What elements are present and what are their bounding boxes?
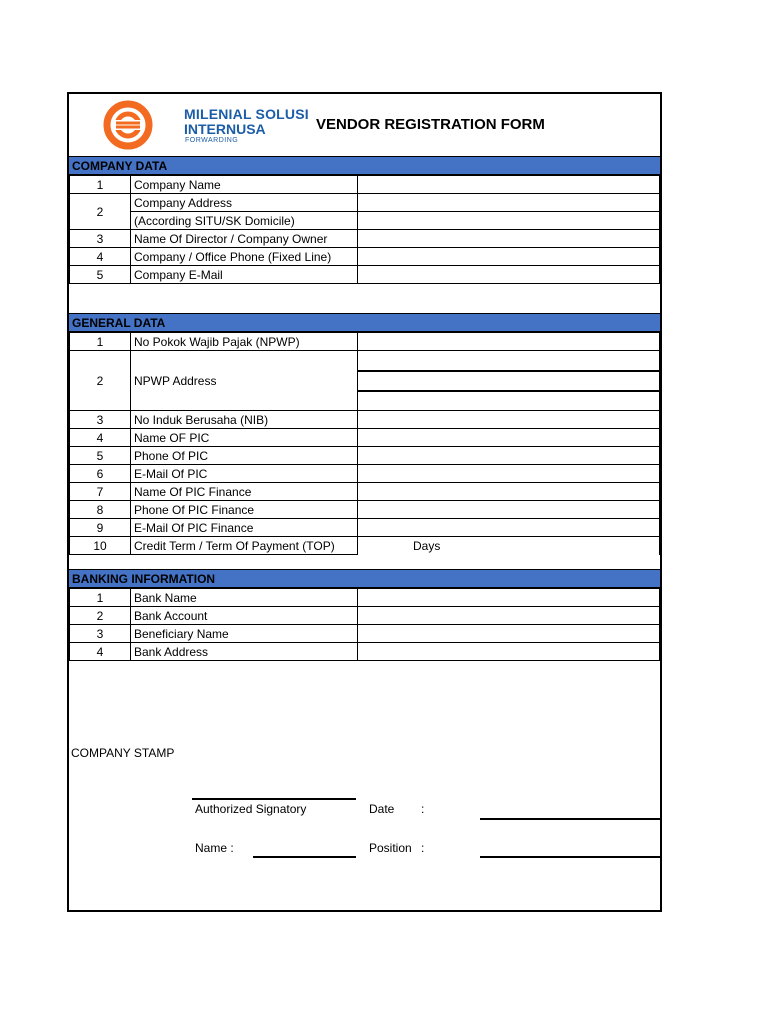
row-label: E-Mail Of PIC [131,465,358,483]
row-number: 10 [70,537,131,555]
beneficiary-name-field[interactable] [358,625,660,643]
table-row [70,589,660,607]
table-row [70,465,660,483]
company-logo-icon [100,96,176,152]
row-label: Name OF PIC [131,429,358,447]
section-title: GENERAL DATA [72,316,166,330]
row-number: 3 [70,625,131,643]
bank-address-field[interactable] [358,643,660,661]
row-label: Phone Of PIC [131,447,358,465]
pic-phone-field[interactable] [358,447,660,465]
section-title: COMPANY DATA [72,159,168,173]
row-number: 9 [70,519,131,537]
table-row [70,519,660,537]
row-label: NPWP Address [131,351,358,411]
row-label: Bank Address [131,643,358,661]
table-row [70,643,660,661]
table-row [70,194,660,212]
table-row [70,230,660,248]
company-data-table [69,175,660,284]
row-number: 7 [70,483,131,501]
row-label: Company / Office Phone (Fixed Line) [131,248,358,266]
credit-term-field[interactable]: Days [358,537,660,555]
company-address-field-2[interactable] [358,212,660,230]
bank-name-field[interactable] [358,589,660,607]
row-number: 2 [70,351,131,411]
section-company-data [69,156,660,175]
position-field-line[interactable] [480,856,662,858]
row-number: 8 [70,501,131,519]
company-email-field[interactable] [358,266,660,284]
row-label: No Pokok Wajib Pajak (NPWP) [131,333,358,351]
row-number: 3 [70,230,131,248]
form-header [69,94,660,156]
row-number: 1 [70,176,131,194]
company-logo [100,96,309,152]
company-name-line1: MILENIAL SOLUSI [184,106,309,122]
date-label: Date [369,802,395,816]
row-number: 2 [70,194,131,230]
table-row [70,625,660,643]
table-row [70,607,660,625]
npwp-field[interactable] [358,333,660,351]
npwp-address-field-1[interactable] [358,351,660,371]
nib-field[interactable] [358,411,660,429]
row-number: 4 [70,429,131,447]
row-label: E-Mail Of PIC Finance [131,519,358,537]
row-number: 3 [70,411,131,429]
company-name-line2: INTERNUSA [184,121,266,137]
position-colon: : [421,841,425,855]
row-label: Name Of PIC Finance [131,483,358,501]
row-label: Name Of Director / Company Owner [131,230,358,248]
row-label: Company E-Mail [131,266,358,284]
general-data-table [69,332,660,555]
table-row [70,176,660,194]
section-general-data [69,313,660,332]
row-label: (According SITU/SK Domicile) [131,212,358,230]
row-number: 5 [70,266,131,284]
row-number: 5 [70,447,131,465]
table-row [70,537,660,555]
npwp-address-field-2[interactable] [358,371,660,391]
form-title: VENDOR REGISTRATION FORM [316,116,545,133]
date-field-line[interactable] [480,818,662,820]
row-label: Credit Term / Term Of Payment (TOP) [131,537,358,555]
table-row [70,483,660,501]
company-address-field[interactable] [358,194,660,212]
company-tagline: FORWARDING [185,137,239,144]
table-row [70,447,660,465]
company-name-field[interactable] [358,176,660,194]
section-title: BANKING INFORMATION [72,572,216,586]
position-label: Position [369,841,412,855]
director-name-field[interactable] [358,230,660,248]
authorized-signatory-label: Authorized Signatory [195,802,307,816]
npwp-address-field-3[interactable] [358,391,660,411]
row-number: 4 [70,248,131,266]
authorized-signature-line[interactable] [192,798,356,800]
pic-email-field[interactable] [358,465,660,483]
table-row [70,411,660,429]
row-label: Bank Name [131,589,358,607]
name-field-line[interactable] [253,856,356,858]
row-label: Phone Of PIC Finance [131,501,358,519]
name-label: Name : [195,841,234,855]
banking-table [69,588,660,661]
row-label: Bank Account [131,607,358,625]
table-row [70,351,660,371]
pic-finance-phone-field[interactable] [358,501,660,519]
row-label: Company Address [131,194,358,212]
row-number: 1 [70,589,131,607]
vendor-registration-form [67,92,662,912]
company-stamp-label: COMPANY STAMP [71,746,175,760]
row-number: 2 [70,607,131,625]
spacer-row [69,293,660,312]
row-number: 1 [70,333,131,351]
table-row [70,333,660,351]
company-phone-field[interactable] [358,248,660,266]
table-row [70,248,660,266]
row-label: Company Name [131,176,358,194]
pic-name-field[interactable] [358,429,660,447]
date-colon: : [421,802,425,816]
pic-finance-name-field[interactable] [358,483,660,501]
signature-area [69,668,660,912]
row-label: No Induk Berusaha (NIB) [131,411,358,429]
table-row [70,212,660,230]
table-row [70,266,660,284]
bank-account-field[interactable] [358,607,660,625]
row-label: Beneficiary Name [131,625,358,643]
row-number: 4 [70,643,131,661]
row-number: 6 [70,465,131,483]
pic-finance-email-field[interactable] [358,519,660,537]
table-row [70,429,660,447]
table-row [70,501,660,519]
section-banking-information [69,569,660,588]
